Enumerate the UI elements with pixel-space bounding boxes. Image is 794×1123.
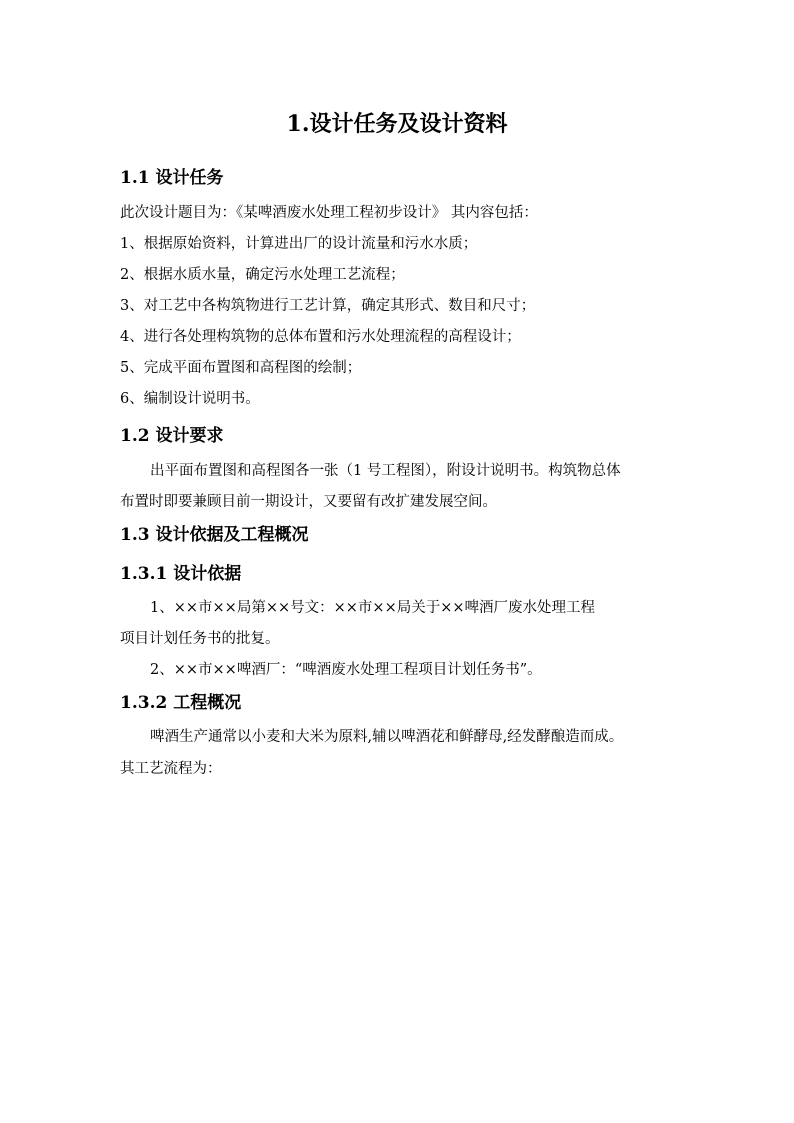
section-heading-1-1: 1.1 设计任务 <box>120 168 224 188</box>
section-heading-1-2: 1.2 设计要求 <box>120 426 224 446</box>
list-item: 5、完成平面布置图和高程图的绘制； <box>120 360 362 376</box>
paragraph-line: 2、××市××啤酒厂：“啤酒废水处理工程项目计划任务书”。 <box>150 662 542 678</box>
paragraph-line: 啤酒生产通常以小麦和大米为原料,辅以啤酒花和鲜酵母,经发酵酿造而成。 <box>150 729 624 745</box>
list-item: 2、根据水质水量，确定污水处理工艺流程； <box>120 267 405 283</box>
paragraph-line: 其工艺流程为： <box>120 761 222 777</box>
section-heading-1-3: 1.3 设计依据及工程概况 <box>120 525 309 545</box>
paragraph-line: 此次设计题目为：《某啤酒废水处理工程初步设计》 其内容包括： <box>120 205 538 221</box>
section-heading-1-3-1: 1.3.1 设计依据 <box>120 564 242 584</box>
list-item: 4、进行各处理构筑物的总体布置和污水处理流程的高程设计； <box>120 329 521 345</box>
list-item: 1、根据原始资料，计算进出厂的设计流量和污水水质； <box>120 236 478 252</box>
paragraph-line: 布置时即要兼顾目前一期设计，又要留有改扩建发展空间。 <box>120 494 497 510</box>
document-title: 1.设计任务及设计资料 <box>286 111 508 137</box>
list-item: 6、编制设计说明书。 <box>120 391 260 407</box>
paragraph-line: 项目计划任务书的批复。 <box>120 631 280 647</box>
list-item: 3、对工艺中各构筑物进行工艺计算，确定其形式、数目和尺寸； <box>120 298 536 314</box>
paragraph-line: 出平面布置图和高程图各一张（1 号工程图），附设计说明书。构筑物总体 <box>150 463 621 479</box>
section-heading-1-3-2: 1.3.2 工程概况 <box>120 693 242 713</box>
paragraph-line: 1、××市××局第××号文：××市××局关于××啤酒厂废水处理工程 <box>150 600 596 616</box>
